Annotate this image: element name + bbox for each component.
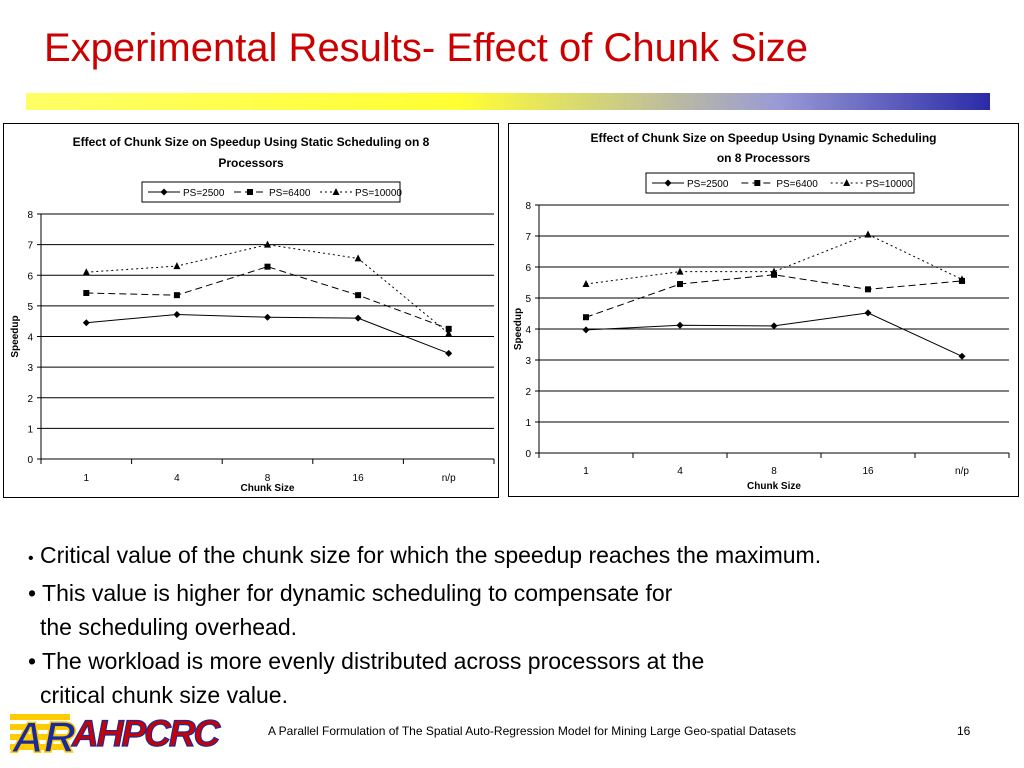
x-tick-label: 4 — [174, 473, 180, 484]
data-point — [355, 254, 362, 261]
legend-label: PS=6400 — [269, 188, 311, 199]
data-point — [355, 315, 362, 322]
bullet-item-1 — [28, 538, 821, 576]
ahpcrc-logo-image — [10, 708, 250, 758]
y-tick-label: 6 — [27, 271, 33, 283]
chart-legend — [142, 182, 402, 202]
svg-text:AHPCRC: AHPCRC — [72, 713, 219, 754]
series-ps-10000 — [83, 241, 452, 337]
data-point — [174, 292, 180, 298]
svg-text:AR: AR — [12, 713, 76, 758]
y-tick-label: 7 — [27, 240, 33, 252]
data-point — [173, 311, 180, 318]
data-point — [355, 292, 361, 298]
bullet-marker: • — [28, 648, 37, 674]
y-tick-label: 1 — [27, 424, 33, 436]
y-tick-label: 8 — [525, 201, 531, 212]
y-tick-label: 2 — [27, 393, 33, 405]
series-ps-2500 — [583, 309, 966, 359]
bullet-marker: • — [28, 580, 37, 606]
bullet-continuation: the scheduling overhead. — [40, 614, 298, 640]
ahpcrc-logo — [10, 708, 250, 763]
legend-label: PS=2500 — [183, 188, 225, 199]
data-point — [677, 322, 684, 329]
legend-label: PS=10000 — [355, 188, 402, 199]
bullet-marker: • — [28, 550, 34, 567]
y-axis-label: Speedup — [513, 307, 524, 351]
data-point — [265, 264, 271, 270]
y-tick-label: 0 — [27, 455, 33, 466]
page-number: 16 — [957, 724, 971, 738]
legend-label: PS=10000 — [865, 179, 913, 190]
series-ps-6400 — [583, 272, 965, 320]
data-point — [583, 326, 590, 333]
x-tick-label: n/p — [955, 466, 969, 477]
data-point — [83, 319, 90, 326]
data-point — [865, 230, 872, 237]
data-point — [445, 350, 452, 357]
x-tick-label: 16 — [352, 473, 364, 484]
x-tick-label: n/p — [441, 473, 456, 484]
dynamic-chart-svg — [509, 124, 1018, 496]
bullet-item-3 — [28, 644, 821, 678]
y-tick-label: 0 — [525, 449, 531, 460]
y-tick-label: 8 — [27, 210, 33, 221]
data-point — [677, 281, 683, 287]
bullet-text: Critical value of the chunk size for which the speedup reaches the maximum. — [40, 542, 822, 568]
bullet-continuation: critical chunk size value. — [40, 682, 288, 708]
data-point — [583, 280, 590, 287]
data-point — [583, 314, 589, 320]
series-ps-10000 — [583, 230, 966, 287]
chart-legend — [646, 173, 914, 193]
y-tick-label: 1 — [525, 418, 531, 429]
y-tick-label: 3 — [27, 363, 33, 375]
dynamic-scheduling-chart — [508, 123, 1019, 497]
y-tick-label: 2 — [525, 387, 531, 398]
footer-text: A Parallel Formulation of The Spatial Auto-Regression Model for Mining Large Geo-spatial Datasets — [268, 724, 797, 738]
legend-label: PS=6400 — [776, 179, 818, 190]
y-tick-label: 5 — [27, 301, 33, 313]
y-tick-label: 5 — [525, 294, 531, 305]
static-scheduling-chart — [3, 123, 499, 498]
data-point — [865, 309, 872, 316]
series-line — [586, 313, 962, 356]
chart-title: on 8 Processors — [716, 151, 811, 165]
legend-label: PS=2500 — [687, 179, 729, 190]
legend-marker — [754, 180, 760, 186]
x-tick-label: 8 — [264, 473, 271, 484]
chart-title: Effect of Chunk Size on Speedup Using Dynamic Scheduling — [590, 131, 937, 145]
y-tick-label: 4 — [27, 332, 33, 344]
x-tick-label: 8 — [771, 466, 777, 477]
data-point — [173, 262, 180, 269]
data-point — [865, 286, 871, 292]
bullet-text: This value is higher for dynamic scheduling to compensate for — [42, 580, 673, 606]
y-tick-label: 6 — [525, 263, 531, 274]
static-chart-svg — [4, 124, 498, 497]
y-tick-label: 4 — [525, 325, 531, 336]
y-tick-label: 3 — [525, 356, 531, 367]
x-tick-label: 16 — [862, 466, 874, 477]
slide-title: Experimental Results- Effect of Chunk Size — [44, 26, 809, 70]
series-ps-6400 — [83, 264, 451, 332]
data-point — [264, 314, 271, 321]
bullet-text: The workload is more evenly distributed across processors at the — [42, 648, 705, 674]
x-axis-label: Chunk Size — [240, 483, 295, 494]
series-line — [586, 275, 962, 317]
bullet-item-2 — [28, 576, 821, 610]
bullet-list — [28, 538, 821, 712]
title-underline-bar — [26, 93, 990, 110]
series-ps-2500 — [83, 311, 452, 357]
data-point — [771, 322, 778, 329]
chart-title: Effect of Chunk Size on Speedup Using Static Scheduling on 8 — [72, 135, 430, 149]
data-point — [83, 268, 90, 275]
data-point — [83, 290, 89, 296]
y-axis-label: Speedup — [10, 315, 21, 358]
chart-title: Processors — [218, 156, 284, 170]
data-point — [959, 353, 966, 360]
legend-marker — [247, 189, 253, 195]
y-tick-label: 7 — [525, 232, 531, 243]
x-axis-label: Chunk Size — [747, 481, 801, 492]
x-tick-label: 4 — [677, 466, 683, 477]
data-point — [677, 268, 684, 275]
x-tick-label: 1 — [583, 466, 589, 477]
x-tick-label: 1 — [83, 473, 90, 484]
